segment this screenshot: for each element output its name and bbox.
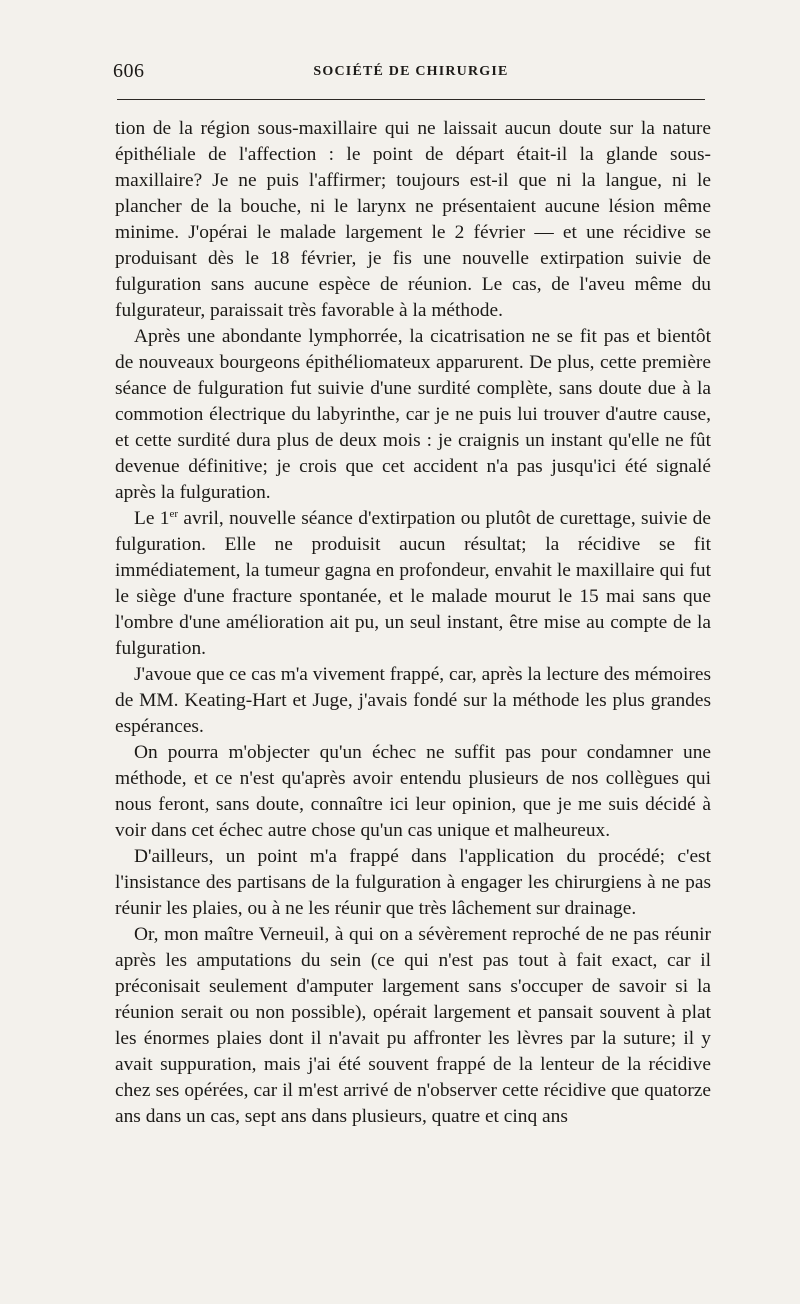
paragraph-april	[115, 506, 711, 662]
page-number: 606	[113, 60, 145, 82]
paragraph: Or, mon maître Verneuil, à qui on a sévèrement reproché de ne pas réunir après les amputations du sein (ce qui n'est pas tout à fait exact, car il préconisait seulement d'amputer largement sans s'occuper de savoir si la réunion serait ou non possible), opérait largement et pansait souvent à plat les énormes plaies dont il n'avait pu affronter les lèvres par la suture; il y avait suppuration, mais j'ai été souvent frappé de la lenteur de la récidive chez ses opérées, car il m'est arrivé de n'observer cette récidive que quatorze ans dans un cas, sept ans dans plusieurs, quatre et cinq ans	[115, 924, 711, 1127]
page-header	[113, 60, 709, 86]
paragraph-april-rest: avril, nouvelle séance d'extirpation ou plutôt de curettage, suivie de fulguration. Elle ne produisit aucun résultat; la récidive se fit immédiatement, la tumeur gagna en profondeur, envahit le maxillaire qui fut le siège d'une fracture spontanée, et le malade mourut le 15 mai sans que l'ombre d'une amélioration ait pu, un seul instant, être mise au compte de la fulguration.	[115, 508, 711, 659]
paragraph: D'ailleurs, un point m'a frappé dans l'application du procédé; c'est l'insistance des partisans de la fulguration à engager les chirurgiens à ne pas réunir les plaies, ou à ne les réunir que très lâchement sur drainage.	[115, 846, 711, 919]
paragraph: J'avoue que ce cas m'a vivement frappé, car, après la lecture des mémoires de MM. Keating-Hart et Juge, j'avais fondé sur la méthode les plus grandes espérances.	[115, 664, 711, 737]
header-rule	[117, 99, 705, 100]
paragraph: On pourra m'objecter qu'un échec ne suffit pas pour condamner une méthode, et ce n'est qu'après avoir entendu plusieurs de nos collègues qui nous feront, sans doute, connaître ici leur opinion, que je me suis décidé à voir dans cet échec autre chose qu'un cas unique et malheureux.	[115, 742, 711, 841]
paragraph-continuation: tion de la région sous-maxillaire qui ne laissait aucun doute sur la nature épithéliale de l'affection : le point de départ était-il la glande sous-maxillaire? Je ne puis l'affirmer; toujours est-il que ni la langue, ni le plancher de la bouche, ni le larynx ne présentaient aucune lésion même minime. J'opérai le malade largement le 2 février — et une récidive se produisant dès le 18 février, je fis une nouvelle extirpation suivie de fulguration sans aucune espèce de réunion. Le cas, de l'aveu même du fulgurateur, paraissait très favorable à la méthode.	[115, 118, 711, 321]
paragraph-april-start: Le 1	[134, 508, 170, 529]
body-text	[115, 116, 711, 1130]
ordinal-superscript: er	[169, 508, 179, 520]
paragraph: Après une abondante lymphorrée, la cicatrisation ne se fit pas et bientôt de nouveaux bourgeons épithéliomateux apparurent. De plus, cette première séance de fulguration fut suivie d'une surdité complète, sans doute due à la commotion électrique du labyrinthe, car je ne puis lui trouver d'autre cause, et cette surdité dura plus de deux mois : je craignis un instant qu'elle ne fût devenue définitive; je crois que cet accident n'a pas jusqu'ici été signalé après la fulguration.	[115, 326, 711, 503]
running-title: SOCIÉTÉ DE CHIRURGIE	[313, 64, 509, 79]
